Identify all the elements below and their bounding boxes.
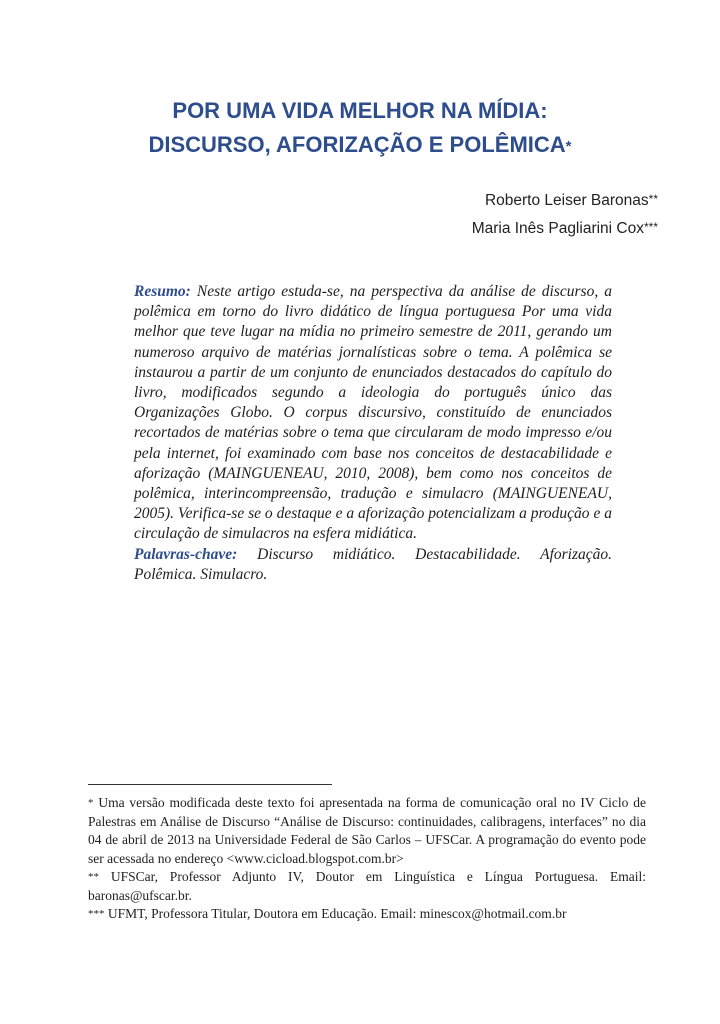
footnote-1-text: Uma versão modificada deste texto foi apresentada na forma de comunicação oral no IV Ciclo de Palestras em Análise de Discurso “Análise de Discurso: continuidades, calibragens, interfaces” no dia 04 de abril de 2013 na Universidade Federal de São Carlos – UFSCar. A programação do evento pode ser acessada no endereço <www.cicload.blogspot.com.br> xyxy=(88,795,647,866)
author-2-footnote-mark: *** xyxy=(643,220,658,234)
footnote-1 xyxy=(88,794,646,868)
authors-block xyxy=(472,186,658,242)
author-2-name: Maria Inês Pagliarini Cox xyxy=(471,220,644,237)
title-line-1: POR UMA VIDA MELHOR NA MÍDIA: xyxy=(172,98,548,123)
title-footnote-mark: * xyxy=(565,138,572,155)
footnote-2 xyxy=(88,868,646,905)
abstract-text: Neste artigo estuda-se, na perspectiva da análise de discurso, a polêmica em torno do livro didático de língua portuguesa Por uma vida melhor que teve lugar na mídia no primeiro semestre de 2011, gerando um numeroso arquivo de matérias jornalísticas sobre o tema. A polêmica se instaurou a partir de um conjunto de enunciados destacados do capítulo do livro, modificados segundo a ideologia do português único das Organizações Globo. O corpus discursivo, constituído de enunciados recortados de matérias sobre o tema que circularam de modo impresso e/ou pela internet, foi examinado com base nos conceitos de destacabilidade e aforização (MAINGUENEAU, 2010, 2008), bem como nos conceitos de polêmica, interincompreensão, tradução e simulacro (MAINGUENEAU, 2005). Verifica-se se o destaque e a aforização potencializam a produção e a circulação de simulacros na esfera midiática. xyxy=(134,283,612,543)
author-2 xyxy=(472,214,658,242)
keywords-label: Palavras-chave: xyxy=(134,545,238,563)
keywords-text: Discurso midiático. Destacabilidade. Aforização. Polêmica. Simulacro. xyxy=(134,545,613,583)
paper-title xyxy=(0,94,720,164)
footnote-3-text: UFMT, Professora Titular, Doutora em Educação. Email: minescox@hotmail.com.br xyxy=(107,906,567,921)
footnote-3-mark: *** xyxy=(88,908,105,920)
author-1-name: Roberto Leiser Baronas xyxy=(484,192,649,209)
abstract xyxy=(134,282,612,585)
title-line-2-text: DISCURSO, AFORIZAÇÃO E POLÊMICA xyxy=(148,132,566,157)
footnote-2-text: UFSCar, Professor Adjunto IV, Doutor em Linguística e Língua Portuguesa. Email: baronas@ufscar.br. xyxy=(88,869,646,903)
footnote-divider xyxy=(88,784,332,785)
footnotes xyxy=(88,794,646,924)
footnote-2-mark: ** xyxy=(88,871,99,883)
abstract-label: Resumo: xyxy=(134,283,191,300)
footnote-1-mark: * xyxy=(88,797,94,809)
abstract-paragraph xyxy=(134,282,612,545)
keywords-paragraph xyxy=(134,545,612,585)
author-1 xyxy=(472,186,658,214)
footnote-3 xyxy=(88,905,646,924)
author-1-footnote-mark: ** xyxy=(648,192,658,206)
title-line-2 xyxy=(0,128,720,164)
